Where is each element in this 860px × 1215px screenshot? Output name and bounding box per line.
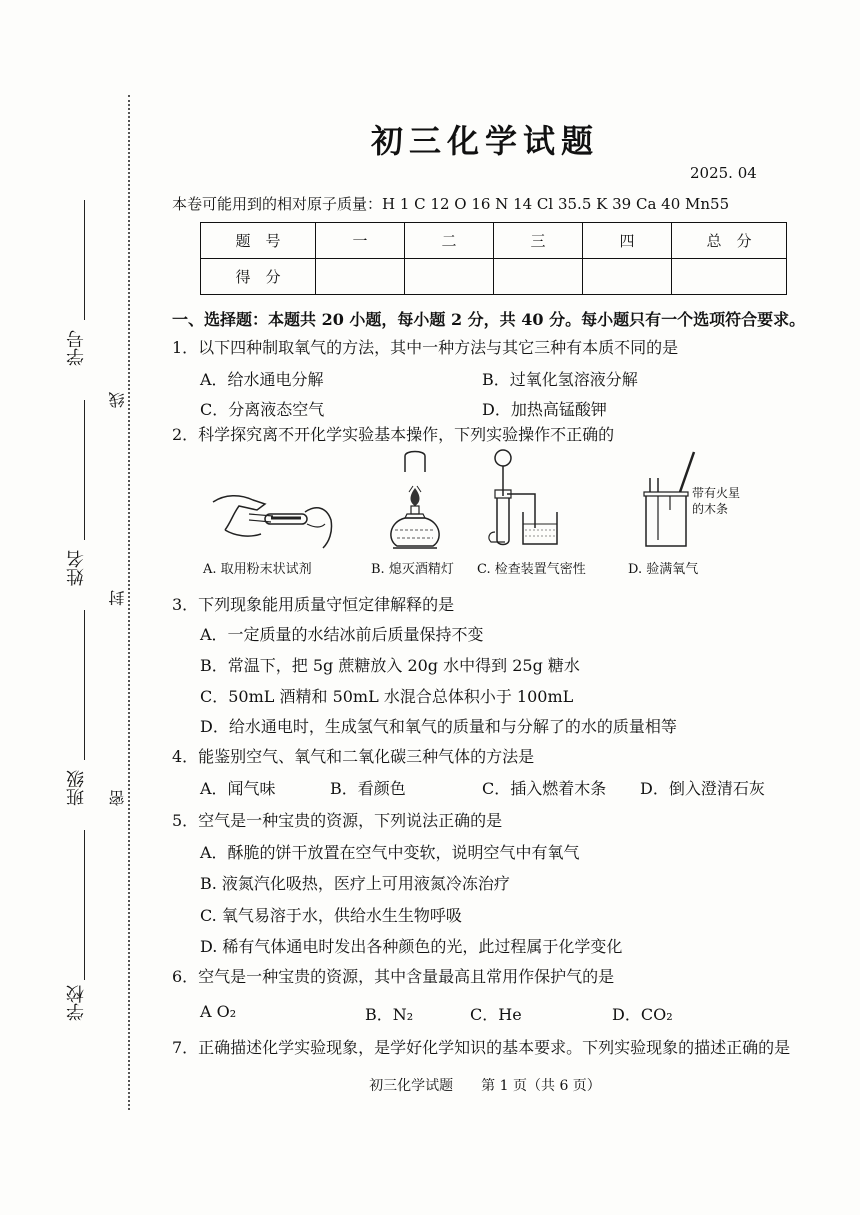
atomic-masses: 本卷可能用到的相对原子质量：H 1 C 12 O 16 N 14 Cl 35.5 K 39 Ca 40 Mn55 (172, 195, 730, 213)
q1-option-d: D．加热高锰酸钾 (482, 400, 607, 419)
question-2-stem: 2．科学探究离不开化学实验基本操作，下列实验操作不正确的 (172, 425, 615, 444)
score-cell: 一 (316, 223, 405, 259)
figure-airtightness-check (485, 448, 575, 553)
q6-option-b: B．N₂ (365, 1005, 414, 1024)
question-7-stem: 7．正确描述化学实验现象，是学好化学知识的基本要求。下列实验现象的描述正确的是 (172, 1038, 791, 1057)
school-label: 学校 (66, 985, 87, 1021)
q2-note-line1: 带有火星 (692, 486, 741, 500)
score-input-cell (405, 259, 494, 295)
figure-alcohol-lamp (385, 448, 445, 553)
exam-title: 初三化学试题 (370, 122, 599, 160)
score-cell: 总 分 (672, 223, 787, 259)
school-blank (84, 830, 85, 980)
student-id-blank (84, 200, 85, 320)
score-input-cell (583, 259, 672, 295)
section-heading: 一、选择题：本题共 20 小题，每小题 2 分，共 40 分。每小题只有一个选项符合要求。 (172, 310, 806, 329)
exam-date: 2025. 04 (690, 164, 757, 182)
question-5-stem: 5．空气是一种宝贵的资源，下列说法正确的是 (172, 811, 503, 830)
score-table-score-row (201, 259, 787, 295)
q4-option-d: D．倒入澄清石灰 (640, 779, 765, 798)
q1-option-b: B．过氧化氢溶液分解 (482, 370, 638, 389)
q2-note-line2: 的木条 (692, 502, 729, 516)
q6-option-d: D．CO₂ (612, 1005, 673, 1024)
q3-option-b: B．常温下，把 5g 蔗糖放入 20g 水中得到 25g 糖水 (200, 656, 580, 675)
question-1-stem: 1．以下四种制取氧气的方法，其中一种方法与其它三种有本质不同的是 (172, 338, 679, 357)
q4-option-b: B．看颜色 (330, 779, 406, 798)
q6-option-a: A O₂ (200, 1002, 237, 1021)
q4-option-a: A．闻气味 (200, 779, 276, 798)
question-4-stem: 4．能鉴别空气、氧气和二氧化碳三种气体的方法是 (172, 747, 535, 766)
score-table (200, 222, 787, 295)
q2-caption-a: A. 取用粉末状试剂 (203, 562, 312, 577)
score-cell: 得 分 (201, 259, 316, 295)
student-id-label: 学号 (66, 330, 87, 366)
q5-option-b: B. 液氮汽化吸热，医疗上可用液氮冷冻治疗 (200, 874, 510, 893)
q1-option-c: C．分离液态空气 (200, 400, 325, 419)
seal-mark-line: 线 (108, 392, 127, 408)
q3-option-a: A．一定质量的水结冰前后质量保持不变 (200, 625, 484, 644)
q2-caption-c: C. 检查装置气密性 (477, 562, 586, 577)
seal-mark-secret: 密 (108, 790, 127, 806)
q6-option-c: C．He (470, 1005, 522, 1024)
score-cell: 四 (583, 223, 672, 259)
q3-option-c: C．50mL 酒精和 50mL 水混合总体积小于 100mL (200, 687, 574, 706)
question-6-stem: 6．空气是一种宝贵的资源，其中含量最高且常用作保护气的是 (172, 967, 615, 986)
question-3-stem: 3．下列现象能用质量守恒定律解释的是 (172, 595, 455, 614)
q5-option-a: A．酥脆的饼干放置在空气中变软，说明空气中有氧气 (200, 843, 580, 862)
q2-caption-d: D. 验满氧气 (628, 562, 699, 577)
score-input-cell (672, 259, 787, 295)
q4-option-c: C．插入燃着木条 (482, 779, 607, 798)
q2-caption-b: B. 熄灭酒精灯 (371, 562, 454, 577)
score-cell: 题 号 (201, 223, 316, 259)
q1-option-a: A．给水通电分解 (200, 370, 324, 389)
name-blank (84, 400, 85, 540)
class-blank (84, 610, 85, 760)
q5-option-d: D. 稀有气体通电时发出各种颜色的光，此过程属于化学变化 (200, 937, 623, 956)
q5-option-c: C. 氧气易溶于水，供给水生生物呼吸 (200, 906, 462, 925)
page-footer: 初三化学试题 第 1 页（共 6 页） (369, 1078, 601, 1094)
score-input-cell (316, 259, 405, 295)
figure-powder-reagent (205, 490, 345, 550)
seal-mark-seal: 封 (108, 590, 127, 606)
score-cell: 二 (405, 223, 494, 259)
class-label: 班级 (66, 770, 87, 806)
score-cell: 三 (494, 223, 583, 259)
score-table-header-row (201, 223, 787, 259)
score-input-cell (494, 259, 583, 295)
figure-oxygen-test (640, 450, 700, 555)
q3-option-d: D．给水通电时，生成氢气和氧气的质量和与分解了的水的质量相等 (200, 717, 677, 736)
name-label: 姓名 (66, 550, 87, 586)
